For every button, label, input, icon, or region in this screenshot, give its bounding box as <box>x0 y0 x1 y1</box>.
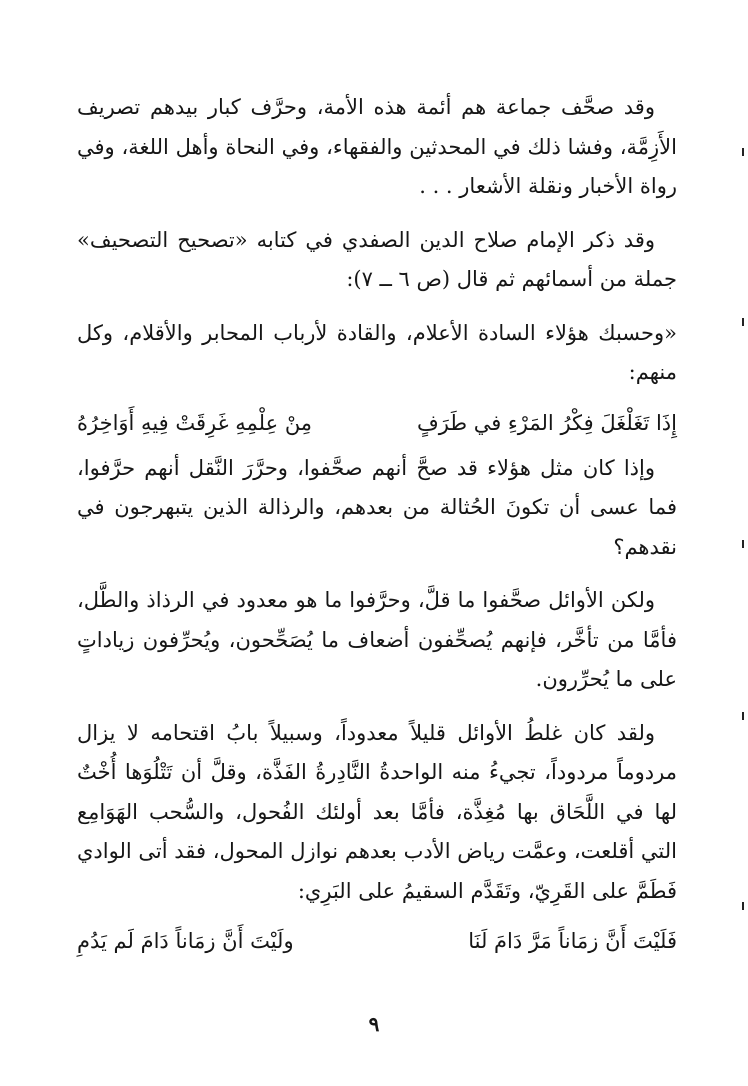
paragraph-tasif-scholars: وقد صحَّف جماعة هم أئمة هذه الأمة، وحرَّف كبار بيدهم تصريف الأَزِمَّة، وفشا ذلك في المحدثين والفقهاء، وفي النحاة وأهل اللغة، وفي رواة الأخبار ونقلة الأشعار . . . <box>77 95 677 198</box>
margin-mark <box>742 902 744 910</box>
page-body <box>77 88 677 967</box>
verse-2-second-hemistich: ولَيْتَ أَنَّ زمَاناً دَامَ لَم يَدُمِ <box>77 929 294 953</box>
margin-mark <box>742 148 744 156</box>
margin-mark <box>742 712 744 720</box>
verse-line-2 <box>77 921 677 961</box>
margin-mark <box>742 540 744 548</box>
paragraph-safadi-book: وقد ذكر الإمام صلاح الدين الصفدي في كتابه «تصحيح التصحيف» جملة من أسمائهم ثم قال (ص ٦ ــ ٧): <box>77 227 677 291</box>
paragraph-quote-intro: «وحسبك هؤلاء السادة الأعلام، والقادة لأرباب المحابر والأقلام، وكل منهم: <box>77 320 677 384</box>
paragraph-early-vs-late: ولكن الأوائل صحَّفوا ما قلَّ، وحرَّفوا ما هو معدود في الرذاذ والطَّل، فأمَّا من تأخَّر، فإنهم يُصحِّفون أضعاف ما يُصَحِّحون، ويُحرِّفون زياداتٍ على ما يُحرِّرون. <box>77 588 677 691</box>
verse-2-first-hemistich: فَلَيْتَ أَنَّ زمَاناً مَرَّ دَامَ لَنَا <box>468 929 677 953</box>
verse-line-1 <box>77 403 677 443</box>
paragraph-rare-errors: ولقد كان غلطُ الأوائل قليلاً معدوداً، وسبيلاً بابُ اقتحامه لا يزال مردوماً مردوداً، تجيءُ منه الواحدةُ النَّادِرةُ الفَذَّة، وقلَّ أن تَتْلُوَها أُخْتٌ لها في اللَّحَاق بها مُغِذَّة، فأمَّا بعد أولئك الفُحول، والسُّحب الهَوَامِع التي أقلعت، وعمَّت رياض الأدب بعدهم نوازل المحول، فقد أتى الوادي فَطَمَّ على القَرِيّ، وتَقَدَّم السقيمُ على البَرِي: <box>77 720 677 903</box>
verse-1-first-hemistich: إِذَا تَغَلْغَلَ فِكْرُ المَرْءِ في طَرَفٍ <box>416 410 677 435</box>
page-number: ٩ <box>368 1012 380 1036</box>
margin-mark <box>742 318 744 326</box>
verse-1-second-hemistich: مِنْ عِلْمِهِ غَرِقَتْ فِيهِ أَوَاخِرُهُ <box>77 410 313 435</box>
paragraph-later-generations: وإذا كان مثل هؤلاء قد صحَّ أنهم صحَّفوا، وحرَّرَ النَّقل أنهم حرَّفوا، فما عسى أن تكونَ الحُثالة من بعدهم، والرذالة الذين يتبهرجون في نقدهم؟ <box>77 455 677 559</box>
